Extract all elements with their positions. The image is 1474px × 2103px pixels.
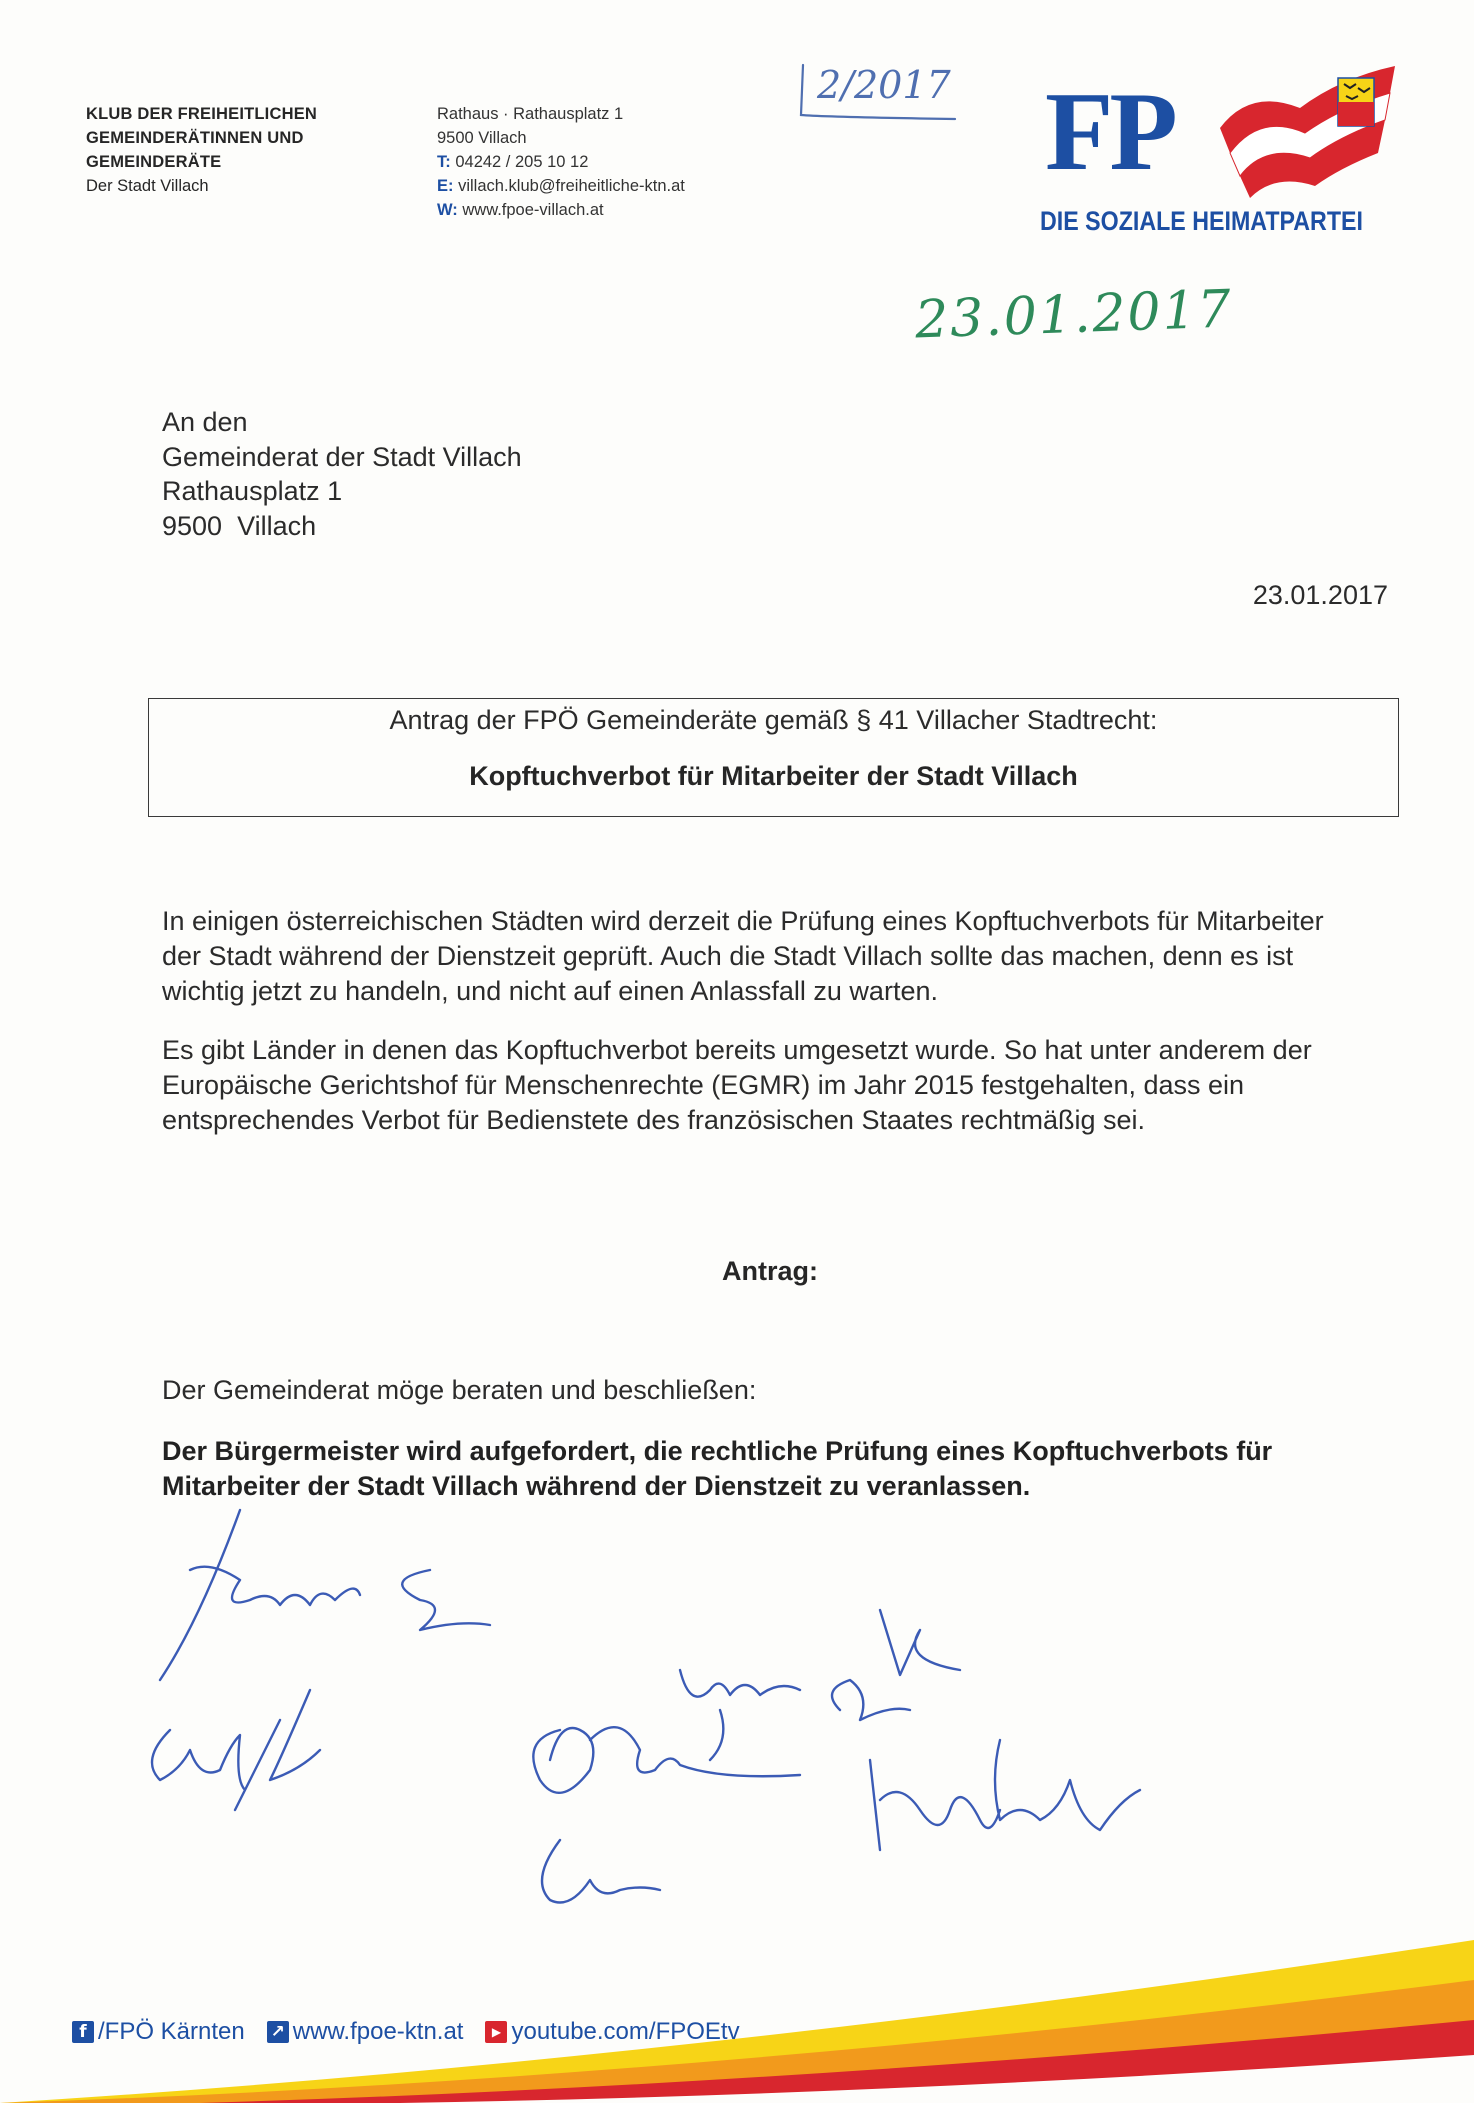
signature-8 [870,1740,1140,1850]
club-name-line-2: GEMEINDERÄTINNEN UND [86,129,304,147]
phone-label: T: [437,153,451,171]
youtube-icon: ▶ [485,2021,507,2043]
signature-4 [533,1727,800,1793]
recipient-line: Rathausplatz 1 [162,476,343,506]
contact-email: villach.klub@freiheitliche-ktn.at [458,177,685,195]
contact-phone-row [437,150,685,174]
facebook-icon: f [72,2021,94,2043]
recipient-address [162,405,522,543]
contact-email-row [437,174,685,198]
logo-wordmark: FP [1045,70,1174,194]
footer-swoosh [0,1880,1474,2103]
contact-city: 9500 Villach [437,129,527,147]
club-name-line-3: GEMEINDERÄTE [86,153,222,171]
signature-6 [680,1670,800,1760]
body-paragraph-1: In einigen österreichischen Städten wird derzeit die Prüfung eines Kopftuchverbots für Mitarbeiter der Stadt während der Dienstzeit geprüft. Auch die Stadt Villach sollte das machen, denn es ist wichtig jetzt zu handeln, und nicht auf einen Anlassfall zu warten. [162,906,1324,1006]
logo-flag-swoosh-icon [1210,58,1400,198]
footer-youtube-link[interactable] [485,2018,739,2046]
signature-2 [402,1570,490,1630]
contact-address: Rathaus · Rathausplatz 1 [437,105,624,123]
subject-title: Kopftuchverbot für Mitarbeiter der Stadt Villach [469,761,1078,791]
footer-youtube-text: youtube.com/FPOEtv [511,2018,740,2045]
footer-website-link[interactable] [267,2018,464,2046]
email-label: E: [437,177,454,195]
signature-1 [160,1510,360,1680]
footer-facebook-link[interactable] [72,2018,245,2046]
club-city: Der Stadt Villach [86,177,209,195]
footer-facebook-text: /FPÖ Kärnten [98,2018,245,2045]
logo-tagline: DIE SOZIALE HEIMATPARTEI [1040,206,1363,236]
globe-icon: ↗ [267,2021,289,2043]
recipient-line: 9500 Villach [162,510,317,541]
contact-web: www.fpoe-villach.at [462,201,604,219]
club-name-line-1: KLUB DER FREIHEITLICHEN [86,105,318,123]
footer-links [72,2018,740,2046]
handwritten-received-date: 23.01.2017 [914,279,1234,351]
signature-7 [832,1610,960,1720]
letter-date: 23.01.2017 [1252,580,1388,610]
signature-3 [152,1690,320,1810]
web-label: W: [437,201,458,219]
recipient-line: An den [162,407,248,437]
contact-block [437,102,685,222]
club-name-block [86,102,317,198]
body-paragraph-2: Es gibt Länder in denen das Kopftuchverbot bereits umgesetzt wurde. So hat unter anderem der Europäische Gerichtshof für Menschenrechte (EGMR) im Jahr 2015 festgehalten, dass ein entsprechendes Verbot für Bedienstete des französischen Staates rechtmäßig sei. [162,1035,1312,1135]
fpoe-logo [1040,58,1400,243]
subject-box [148,698,1399,817]
reference-number: 2/2017 [817,63,951,107]
footer-website-text: www.fpoe-ktn.at [292,2018,464,2045]
handwritten-reference [795,55,970,137]
recipient-line: Gemeinderat der Stadt Villach [162,441,522,472]
subject-line: Antrag der FPÖ Gemeinderäte gemäß § 41 Villacher Stadtrecht: [389,705,1158,735]
motion-heading: Antrag: [722,1256,818,1286]
motion-text: Der Bürgermeister wird aufgefordert, die rechtliche Prüfung eines Kopftuchverbots für Mitarbeiter der Stadt Villach während der Dienstzeit zu veranlassen. [162,1436,1273,1501]
contact-phone: 04242 / 205 10 12 [455,153,589,171]
motion-intro: Der Gemeinderat möge beraten und beschließen: [162,1375,757,1405]
contact-web-row [437,198,685,222]
